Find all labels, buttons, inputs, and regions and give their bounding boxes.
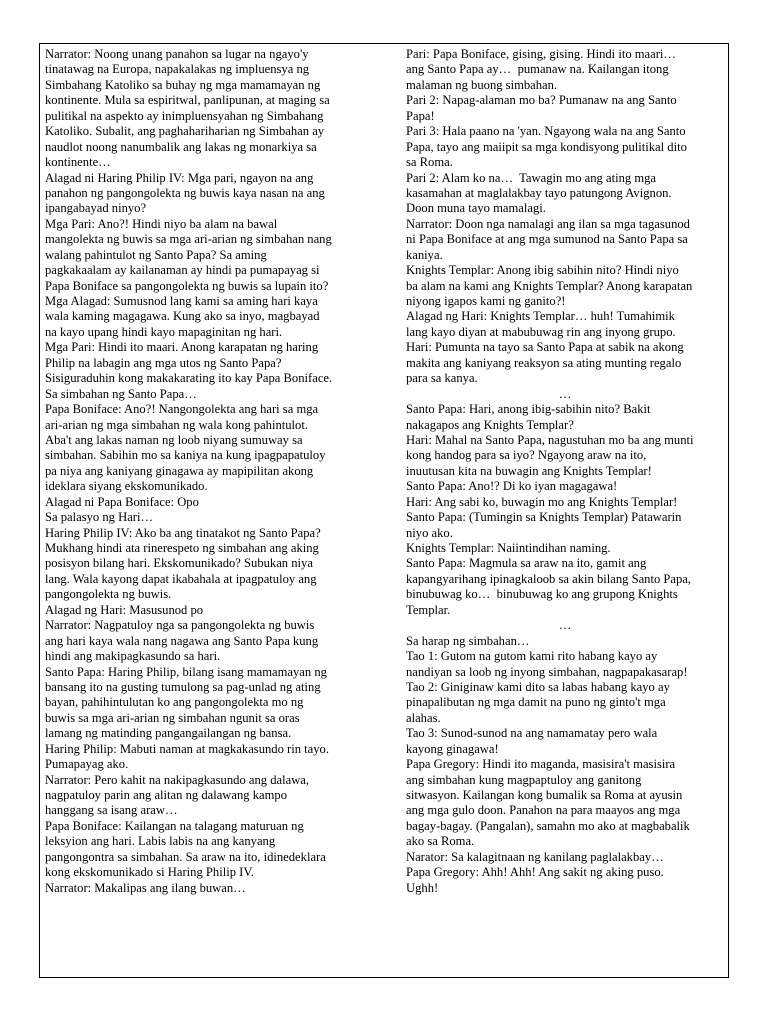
text-line: Hari: Mahal na Santo Papa, nagustuhan mo ba ang munti	[406, 432, 694, 447]
text-line: Doon muna tayo mamalagi.	[406, 201, 546, 216]
text-line: ang hari kaya wala nang nagawa ang Santo Papa kung	[45, 633, 319, 648]
text-line: alahas.	[406, 710, 441, 725]
text-line: leksyion ang hari. Labis labis na ang kanyang	[45, 834, 276, 849]
text-line: Mga Pari: Ano?! Hindi niyo ba alam na bawal	[45, 216, 278, 231]
text-line: kayong ginagawa!	[406, 741, 499, 756]
text-line: Santo Papa: (Tumingin sa Knights Templar) Patawarin	[406, 510, 682, 525]
text-line: Tao 2: Giniginaw kami dito sa labas habang kayo ay	[406, 679, 670, 694]
text-line: Santo Papa: Ano!? Di ko iyan magagawa!	[406, 479, 618, 494]
text-line: Mukhang hindi ata rinerespeto ng simbahan ang aking	[45, 541, 319, 555]
text-line: Sa harap ng simbahan…	[406, 633, 530, 648]
text-line: hindi ang makipagkasundo sa hari.	[45, 649, 221, 664]
text-line: ari-arian ng mga simbahan ng wala kong pahintulot.	[45, 417, 308, 432]
text-line: ideklara siyang ekskomunikado.	[45, 479, 208, 494]
text-line: bagay-bagay. (Pangalan), samahn mo ako at magbabalik	[406, 818, 690, 833]
text-line: kontinente…	[45, 155, 111, 170]
text-line: Mga Alagad: Sumusnod lang kami sa aming hari kaya	[45, 294, 318, 308]
text-line: Narrator: Makalipas ang ilang buwan…	[45, 880, 246, 895]
text-line: pangongontra sa simbahan. Sa araw na ito, idinedeklara	[45, 849, 326, 864]
text-line: Papa Boniface: Ano?! Nangongolekta ang hari sa mga	[45, 402, 319, 417]
text-line: Narrator: Pero kahit na nakipagkasundo ang dalawa,	[45, 772, 310, 787]
text-line: buwis sa mga ari-arian ng simbahan ngunit sa oras	[45, 710, 300, 725]
text-line: Knights Templar: Naiintindihan naming.	[406, 541, 611, 555]
text-line: …	[558, 386, 572, 401]
text-line: Philip na labagin ang mga utos ng Santo Papa?	[45, 355, 282, 370]
text-line: Santo Papa: Magmula sa araw na ito, gamit ang	[406, 556, 647, 571]
text-line: Katoliko. Subalit, ang paghahariharian ng Simbahan ay	[45, 124, 325, 139]
text-line: Narrator: Nagpatuloy nga sa pangongolekta ng buwis	[45, 618, 315, 633]
text-line: Papa Boniface sa pangongolekta ng buwis sa lupain ito?	[45, 278, 329, 293]
text-line: Alagad ni Papa Boniface: Opo	[45, 494, 199, 509]
text-line: Papa Boniface: Kailangan na talagang maturuan ng	[45, 818, 304, 833]
text-line: bansang ito na gusting tumulong sa pag-unlad ng ating	[45, 679, 321, 694]
text-line: Tao 3: Sunod-sunod na ang namamatay pero wala	[406, 726, 658, 741]
text-line: Narrator: Doon nga namalagi ang ilan sa mga tagasunod	[406, 216, 690, 231]
text-line: Pari 3: Hala paano na 'yan. Ngayong wala na ang Santo	[406, 124, 686, 139]
text-line: sa Roma.	[406, 155, 453, 170]
text-line: lang kayo diyan at mabubuwag rin ang inyong grupo.	[406, 324, 676, 339]
text-line: sitwasyon. Kailangan kong bumalik sa Roma at ayusin	[406, 788, 683, 802]
text-line: na kayo upang hindi kayo mapaginitan ng hari.	[45, 324, 283, 339]
text-line: pa niya ang kaniyang ginagawa ay mapipilitan akong	[45, 463, 314, 478]
text-line: ako sa Roma.	[406, 834, 475, 849]
right-text-column	[406, 47, 724, 896]
text-line: nagpatuloy parin ang alitan ng dalawang kampo	[45, 788, 288, 802]
text-line: ang Santo Papa ay… pumanaw na. Kailangan itong	[406, 62, 669, 77]
text-line: Aba't ang lakas naman ng loob niyang sumuway sa	[45, 432, 303, 447]
text-line: Sisiguraduhin kong makakarating ito kay Papa Boniface.	[45, 371, 333, 386]
text-line: Alagad ni Haring Philip IV: Mga pari, ngayon na ang	[45, 170, 314, 185]
text-line: Papa Gregory: Ahh! Ahh! Ang sakit ng aking puso.	[406, 865, 664, 880]
text-line: Pari 2: Napag-alaman mo ba? Pumanaw na ang Santo	[406, 93, 677, 108]
text-line: Sa simbahan ng Santo Papa…	[45, 386, 197, 401]
text-line: Alagad ng Hari: Knights Templar… huh! Tumahimik	[406, 309, 675, 324]
text-line: Pari: Papa Boniface, gising, gising. Hindi ito maari…	[406, 47, 677, 61]
text-line: Hari: Pumunta na tayo sa Santo Papa at sabik na akong	[406, 340, 684, 355]
text-line: pulitikal na aspekto ay inimpluensyahan ng Simbahang	[45, 108, 324, 123]
text-line: Alagad ng Hari: Masusunod po	[45, 602, 204, 617]
text-line: tinatawag na Europa, napakalakas ng impluensya ng	[45, 62, 310, 77]
text-line: Papa, tayo ang maiipit sa mga kondisyong pulitikal dito	[406, 139, 687, 154]
text-line: Hari: Ang sabi ko, buwagin mo ang Knights Templar!	[406, 494, 678, 509]
text-line: niyo ako.	[406, 525, 453, 540]
text-line: kong ekskomunikado si Haring Philip IV.	[45, 865, 254, 880]
text-line: Santo Papa: Haring Philip, bilang isang mamamayan ng	[45, 664, 327, 679]
text-line: hanggang sa isang araw…	[45, 803, 178, 818]
text-line: Narrator: Noong unang panahon sa lugar na ngayo'y	[45, 47, 309, 61]
text-line: ang mga gulo doon. Panahon na para maayos ang mga	[406, 803, 681, 818]
text-line: kong handog para sa iyo? Ngayong araw na ito,	[406, 448, 647, 463]
text-line: niyong igapos kami ng ganito?!	[406, 294, 566, 308]
text-line: pinapalibutan ng mga damit na puno ng ginto't mga	[406, 695, 666, 710]
text-line: kapangyarihang ipinagkaloob sa akin bilang Santo Papa,	[406, 571, 692, 586]
text-line: ang simbahan kung magpaptuloy ang ganitong	[406, 772, 642, 787]
text-line: kontinente. Mula sa espiritwal, panlipunan, at maging sa	[45, 93, 330, 108]
text-line: ni Papa Boniface at ang mga sumunod na Santo Papa sa	[406, 232, 688, 247]
text-line: Knights Templar: Anong ibig sabihin nito? Hindi niyo	[406, 263, 679, 278]
text-line: ba alam na kami ang Knights Templar? Anong karapatan	[406, 278, 693, 293]
text-line: Haring Philip IV: Ako ba ang tinatakot ng Santo Papa?	[45, 525, 321, 540]
text-line: kaniya.	[406, 247, 443, 262]
text-line: malaman ng buong simbahan.	[406, 77, 558, 92]
text-line: Templar.	[406, 602, 451, 617]
text-line: ipangabayad ninyo?	[45, 201, 147, 216]
text-line: Mga Pari: Hindi ito maari. Anong karapatan ng haring	[45, 340, 319, 355]
text-line: Sa palasyo ng Hari…	[45, 510, 154, 525]
text-line: pagkakaalam ay kailanaman ay hindi pa pumapayag si	[45, 263, 320, 278]
document-page	[39, 43, 729, 978]
text-line: posisyon bilang hari. Ekskomunikado? Subukan niya	[45, 556, 313, 571]
text-line: Santo Papa: Hari, anong ibig-sabihin nito? Bakit	[406, 402, 651, 417]
text-line: pangongolekta ng buwis.	[45, 587, 172, 602]
text-line: makita ang kaniyang reaksyon sa ating munting regalo	[406, 355, 682, 370]
text-line: panahon ng pangongolekta ng buwis kaya nasan na ang	[45, 185, 325, 200]
text-line: Haring Philip: Mabuti naman at magkakasundo rin tayo.	[45, 741, 330, 756]
text-line: lang. Wala kayong dapat ikabahala at ipagpatuloy ang	[45, 571, 317, 586]
text-line: walang pahintulot ng Santo Papa? Sa aming	[45, 247, 267, 262]
text-line: simbahan. Sabihin mo sa kaniya na kung ipagpapatuloy	[45, 448, 326, 463]
text-line: inuutusan kita na buwagin ang Knights Templar!	[406, 463, 652, 478]
text-line: nakagapos ang Knights Templar?	[406, 417, 574, 432]
text-line: Tao 1: Gutom na gutom kami rito habang kayo ay	[406, 649, 658, 664]
text-line: Simbahang Katoliko sa buhay ng mga mamamayan ng	[45, 77, 321, 92]
text-line: wala kaming magagawa. Kung ako sa inyo, magbayad	[45, 309, 320, 324]
text-line: Ughh!	[406, 880, 439, 895]
text-line: naudlot noong nanumbalik ang lakas ng monarkiya sa	[45, 139, 317, 154]
text-line: bayan, pahihintulutan ko ang pangongolekta mo ng	[45, 695, 304, 710]
text-line: lamang ng matinding pangangailangan ng bansa.	[45, 726, 292, 741]
text-line: …	[558, 618, 572, 633]
text-line: Papa!	[406, 108, 435, 123]
left-text-column	[45, 47, 378, 896]
text-line: Narator: Sa kalagitnaan ng kanilang paglalakbay…	[406, 849, 664, 864]
text-line: nandiyan sa loob ng inyong simbahan, nagpapakasarap!	[406, 664, 688, 679]
text-line: Papa Gregory: Hindi ito maganda, masisira't masisira	[406, 757, 676, 772]
text-line: kasamahan at maglalakbay tayo patungong Avignon.	[406, 185, 672, 200]
text-line: binubuwag ko… binubuwag ko ang grupong Knights	[406, 587, 678, 602]
text-line: mangolekta ng buwis sa mga ari-arian ng simbahan nang	[45, 232, 332, 247]
text-line: Pari 2: Alam ko na… Tawagin mo ang ating mga	[406, 170, 657, 185]
text-line: para sa kanya.	[406, 371, 478, 386]
text-line: Pumapayag ako.	[45, 757, 129, 772]
